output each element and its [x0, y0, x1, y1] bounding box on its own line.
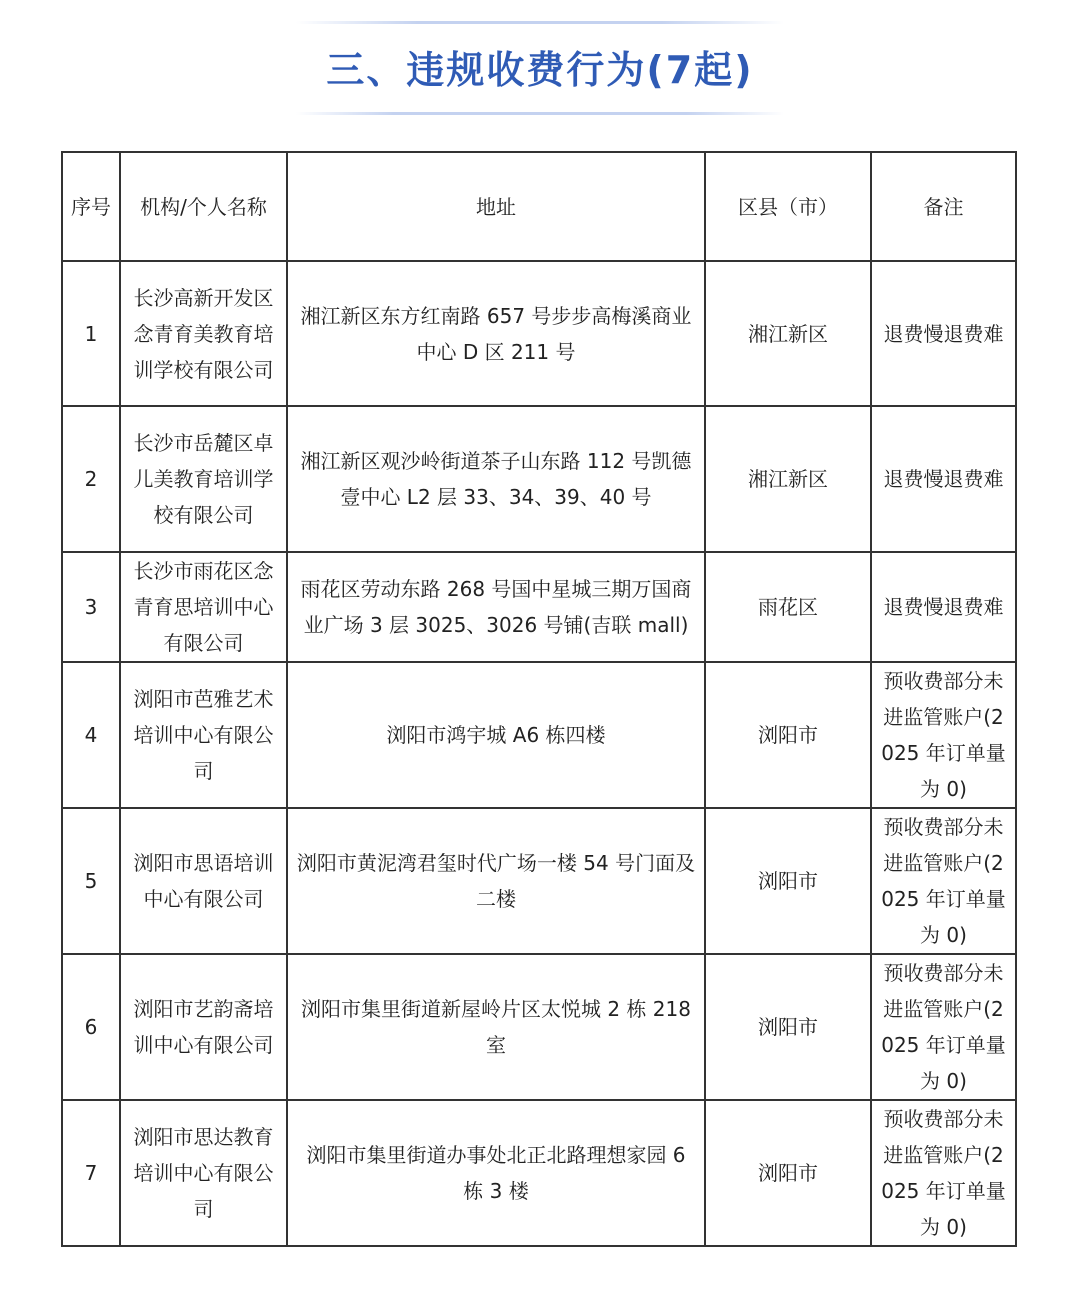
row-district: 浏阳市: [705, 954, 871, 1100]
header-note: 备注: [871, 152, 1016, 261]
table-row: [62, 552, 1016, 662]
violations-table: [61, 151, 1017, 1247]
row-num: 6: [62, 954, 120, 1100]
table-row: [62, 808, 1016, 954]
row-note: 退费慢退费难: [871, 406, 1016, 552]
table-row: [62, 662, 1016, 808]
row-address: 浏阳市鸿宇城 A6 栋四楼: [287, 662, 705, 808]
title-top-divider: [296, 21, 784, 24]
row-district: 湘江新区: [705, 261, 871, 406]
row-address: 浏阳市黄泥湾君玺时代广场一楼 54 号门面及二楼: [287, 808, 705, 954]
row-district: 浏阳市: [705, 1100, 871, 1246]
title-bottom-divider: [296, 112, 784, 115]
row-address: 湘江新区东方红南路 657 号步步高梅溪商业中心 D 区 211 号: [287, 261, 705, 406]
row-name: 长沙高新开发区念青育美教育培训学校有限公司: [120, 261, 287, 406]
row-address: 湘江新区观沙岭街道茶子山东路 112 号凯德壹中心 L2 层 33、34、39、40 号: [287, 406, 705, 552]
table-header-row: [62, 152, 1016, 261]
row-name: 长沙市岳麓区卓儿美教育培训学校有限公司: [120, 406, 287, 552]
row-district: 浏阳市: [705, 808, 871, 954]
row-district: 浏阳市: [705, 662, 871, 808]
row-num: 1: [62, 261, 120, 406]
header-name: 机构/个人名称: [120, 152, 287, 261]
row-name: 浏阳市芭雅艺术培训中心有限公司: [120, 662, 287, 808]
row-name: 浏阳市艺韵斋培训中心有限公司: [120, 954, 287, 1100]
header-district: 区县（市）: [705, 152, 871, 261]
row-address: 浏阳市集里街道办事处北正北路理想家园 6 栋 3 楼: [287, 1100, 705, 1246]
table-row: [62, 1100, 1016, 1246]
row-name: 浏阳市思语培训中心有限公司: [120, 808, 287, 954]
table-row: [62, 261, 1016, 406]
row-note: 退费慢退费难: [871, 552, 1016, 662]
header-address: 地址: [287, 152, 705, 261]
row-note: 预收费部分未进监管账户(2025 年订单量为 0): [871, 1100, 1016, 1246]
row-address: 雨花区劳动东路 268 号国中星城三期万国商业广场 3 层 3025、3026 号铺(吉联 mall): [287, 552, 705, 662]
row-name: 长沙市雨花区念青育思培训中心有限公司: [120, 552, 287, 662]
section-title: 三、违规收费行为(7起): [326, 48, 754, 92]
row-district: 雨花区: [705, 552, 871, 662]
row-note: 预收费部分未进监管账户(2025 年订单量为 0): [871, 662, 1016, 808]
row-note: 退费慢退费难: [871, 261, 1016, 406]
row-num: 4: [62, 662, 120, 808]
row-num: 3: [62, 552, 120, 662]
row-note: 预收费部分未进监管账户(2025 年订单量为 0): [871, 954, 1016, 1100]
table-row: [62, 406, 1016, 552]
row-address: 浏阳市集里街道新屋岭片区太悦城 2 栋 218 室: [287, 954, 705, 1100]
row-district: 湘江新区: [705, 406, 871, 552]
table-row: [62, 954, 1016, 1100]
row-num: 2: [62, 406, 120, 552]
row-name: 浏阳市思达教育培训中心有限公司: [120, 1100, 287, 1246]
row-note: 预收费部分未进监管账户(2025 年订单量为 0): [871, 808, 1016, 954]
header-num: 序号: [62, 152, 120, 261]
row-num: 7: [62, 1100, 120, 1246]
row-num: 5: [62, 808, 120, 954]
